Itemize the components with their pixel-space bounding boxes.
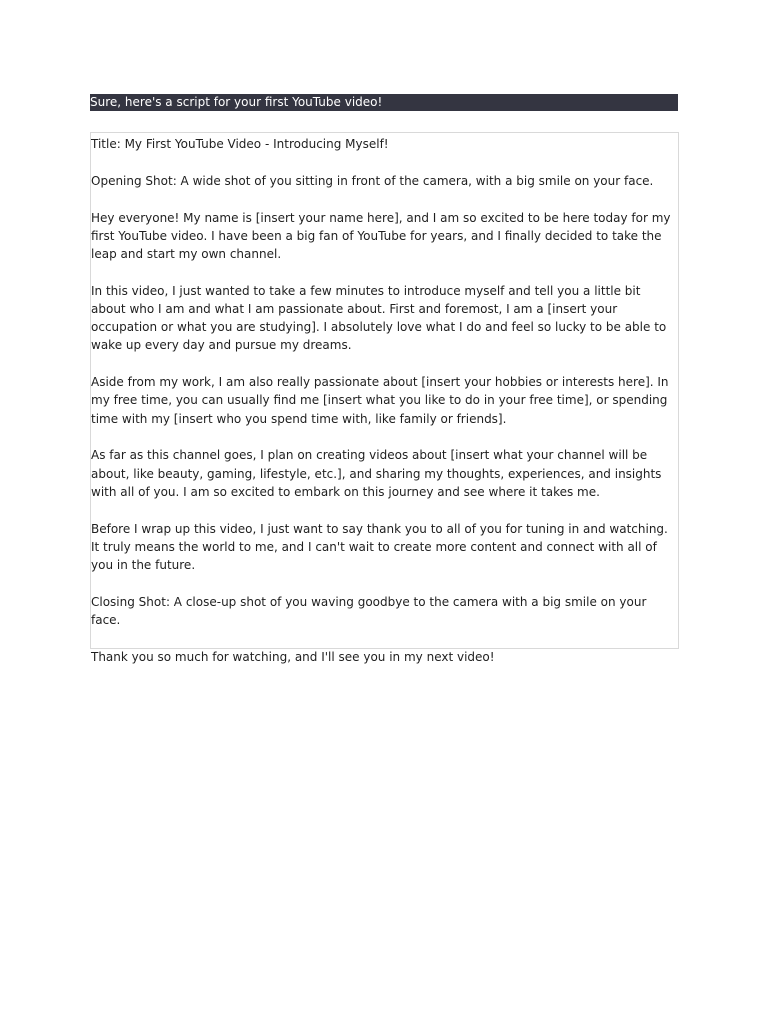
closing-shot-paragraph: Closing Shot: A close-up shot of you waving goodbye to the camera with a big smile on your face. (91, 594, 647, 628)
script-content-box (90, 132, 679, 664)
thank-you-paragraph: Before I wrap up this video, I just want to say thank you to all of you for tuning in and watching. It truly means the world to me, and I can't wait to create more content and connect with all of you in the future. (91, 521, 668, 573)
intro-message-text: Sure, here's a script for your first YouTube video! (90, 95, 383, 109)
hobbies-paragraph: Aside from my work, I am also really passionate about [insert your hobbies or interests here]. In my free time, you can usually find me [insert what you like to do in your free time], or spending time with my [insert who you spend time with, like family or friends]. (91, 375, 669, 426)
introduction-paragraph: In this video, I just wanted to take a few minutes to introduce myself and tell you a little bit about who I am and what I am passionate about. First and foremost, I am a [insert your occupation or what you are studying]. I absolutely love what I do and feel so lucky to be able to wake up every day and pursue my dreams. (91, 283, 667, 353)
sign-off-paragraph: Thank you so much for watching, and I'll see you in my next video! (91, 649, 495, 664)
greeting-paragraph: Hey everyone! My name is [insert your name here], and I am so excited to be here today for my first YouTube video. I have been a big fan of YouTube for years, and I finally decided to take the leap and start my own channel. (91, 210, 671, 261)
opening-shot-paragraph: Opening Shot: A wide shot of you sitting in front of the camera, with a big smile on your face. (91, 173, 654, 188)
intro-message-bar (90, 94, 678, 111)
script-title-paragraph: Title: My First YouTube Video - Introducing Myself! (91, 137, 389, 151)
channel-plans-paragraph: As far as this channel goes, I plan on creating videos about [insert what your channel will be about, like beauty, gaming, lifestyle, etc.], and sharing my thoughts, experiences, and insights with all of you. I am so excited to embark on this journey and see where it takes me. (91, 448, 662, 499)
